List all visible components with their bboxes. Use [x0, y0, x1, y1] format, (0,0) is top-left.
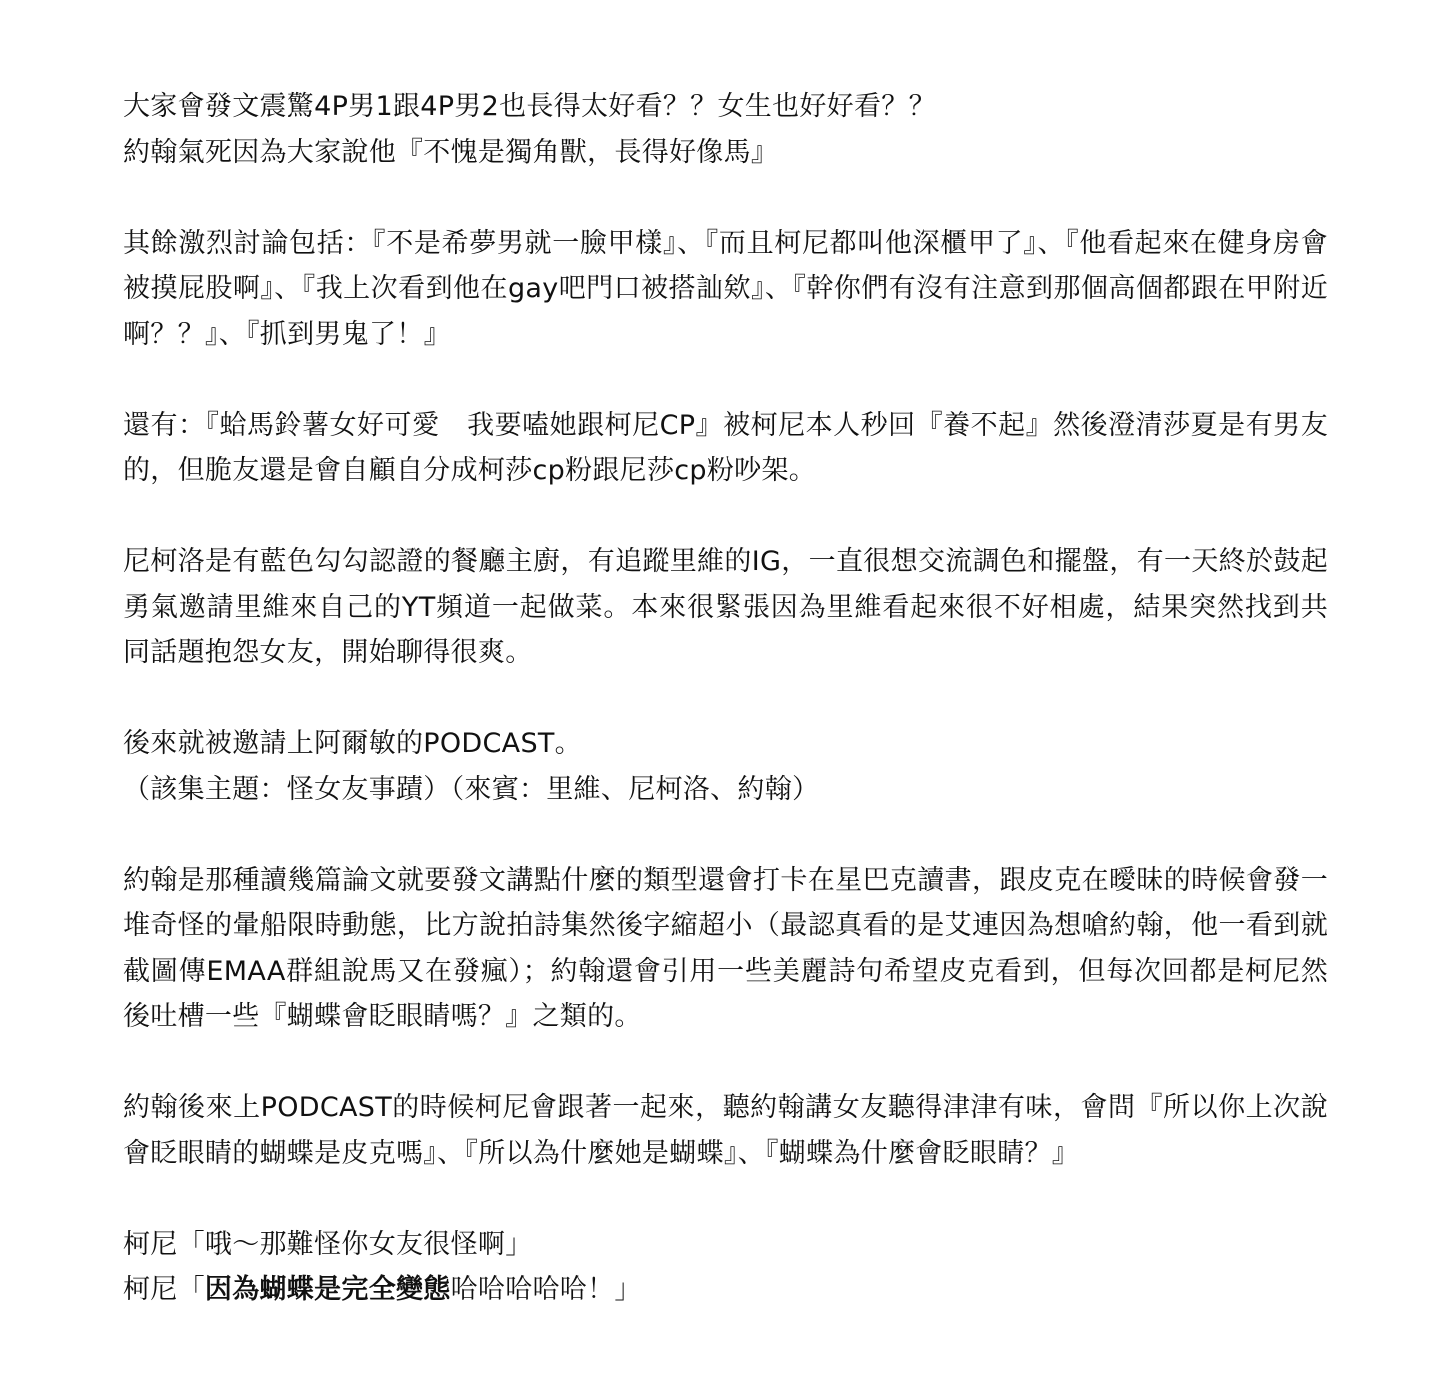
paragraph-5-line-1: 後來就被邀請上阿爾敏的PODCAST。: [123, 728, 582, 759]
paragraph-1-line-2: 約翰氣死因為大家說他『不愧是獨角獸，長得好像馬』: [123, 136, 779, 168]
paragraph-4: 尼柯洛是有藍色勾勾認證的餐廳主廚，有追蹤里維的IG，一直很想交流調色和擺盤，有一天終於鼓起勇氣邀請里維來自己的YT頻道一起做菜。本來很緊張因為里維看起來很不好相處，結果突然找到共同話題抱怨女友，開始聊得很爽。: [123, 546, 1328, 668]
paragraph-8-line-2: [123, 1267, 1328, 1313]
paragraph-1: [123, 84, 1328, 175]
paragraph-2: 其餘激烈討論包括：『不是希夢男就一臉甲樣』、『而且柯尼都叫他深櫃甲了』、『他看起來在健身房會被摸屁股啊』、『我上次看到他在gay吧門口被搭訕欸』、『幹你們有沒有注意到那個高個都跟在甲附近啊？？』、『抓到男鬼了！』: [123, 227, 1328, 350]
article-body: [123, 84, 1328, 1358]
paragraph-8: [123, 1222, 1328, 1313]
paragraph-7: 約翰後來上PODCAST的時候柯尼會跟著一起來，聽約翰講女友聽得津津有味，會問『所以你上次說會眨眼睛的蝴蝶是皮克嗎』、『所以為什麼她是蝴蝶』、『蝴蝶為什麼會眨眼睛？』: [123, 1092, 1328, 1169]
dialogue-suffix: 哈哈哈哈哈！」: [450, 1274, 642, 1305]
paragraph-5-line-2: （該集主題：怪女友事蹟）（來賓：里維、尼柯洛、約翰）: [123, 773, 820, 805]
dialogue-prefix: 柯尼「: [123, 1274, 205, 1305]
paragraph-8-line-1: 柯尼「哦～那難怪你女友很怪啊」: [123, 1228, 533, 1260]
bold-punchline: 因為蝴蝶是完全變態: [204, 1274, 451, 1305]
paragraph-6: 約翰是那種讀幾篇論文就要發文講點什麼的類型還會打卡在星巴克讀書，跟皮克在曖昧的時候會發一堆奇怪的暈船限時動態，比方說拍詩集然後字縮超小（最認真看的是艾連因為想嗆約翰，他一看到就截圖傳EMAA群組說馬又在發瘋）；約翰還會引用一些美麗詩句希望皮克看到，但每次回都是柯尼然後吐槽一些『蝴蝶會眨眼睛嗎？』之類的。: [123, 864, 1328, 1032]
paragraph-3: 還有：『蛤馬鈴薯女好可愛 我要嗑她跟柯尼CP』被柯尼本人秒回『養不起』然後澄清莎夏是有男友的，但脆友還是會自顧自分成柯莎cp粉跟尼莎cp粉吵架。: [123, 409, 1328, 486]
paragraph-5: [123, 721, 1328, 812]
paragraph-1-line-1: 大家會發文震驚4P男1跟4P男2也長得太好看？？女生也好好看？？: [123, 91, 936, 122]
